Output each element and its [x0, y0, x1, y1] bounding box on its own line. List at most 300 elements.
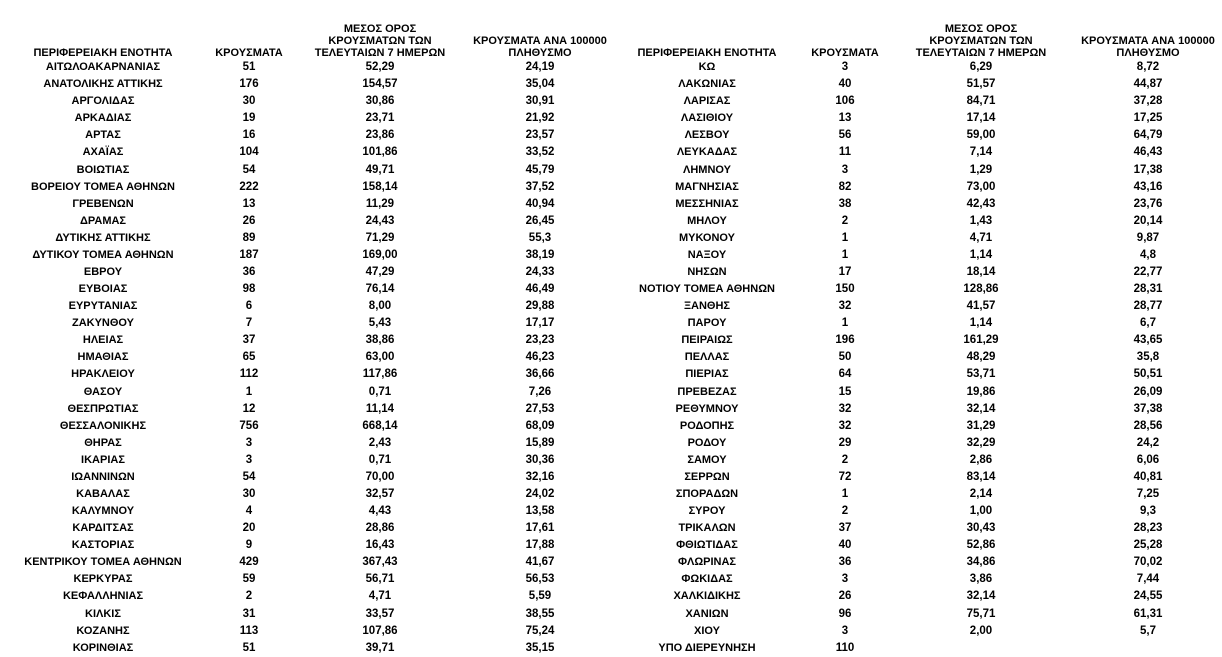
avg7-cell: 83,14: [966, 470, 996, 483]
table-row: [0, 247, 612, 264]
table-row: [0, 110, 612, 127]
per100k-cell: 7,44: [1136, 573, 1160, 586]
table-row: [612, 230, 1222, 247]
avg7-cell: 117,86: [362, 368, 398, 381]
cases-cell: 38: [838, 197, 852, 210]
cases-cell: 29: [838, 436, 852, 449]
cases-cell: 72: [838, 470, 852, 483]
region-cell: ΙΩΑΝΝΙΝΩΝ: [71, 470, 135, 483]
table-row: [0, 161, 612, 178]
column-header-per100k-line2: ΠΛΗΘΥΣΜΟ: [1116, 47, 1180, 59]
right-cases-table: [612, 0, 1222, 657]
table-row: [0, 640, 612, 657]
per100k-cell: 23,76: [1133, 197, 1163, 210]
header-row: [612, 0, 1222, 59]
table-row: [612, 281, 1222, 298]
table-row: [0, 213, 612, 230]
region-cell: ΛΑΣΙΘΙΟΥ: [680, 112, 734, 125]
avg7-cell: 42,43: [966, 197, 996, 210]
region-cell: ΦΘΙΩΤΙΔΑΣ: [676, 539, 738, 552]
table-row: [0, 383, 612, 400]
avg7-cell: 28,86: [365, 522, 395, 535]
table-row: [612, 520, 1222, 537]
per100k-cell: 17,25: [1133, 112, 1163, 125]
region-cell: ΑΡΚΑΔΙΑΣ: [74, 112, 132, 125]
cases-cell: 104: [239, 146, 259, 159]
table-row: [0, 469, 612, 486]
avg7-cell: 30,43: [966, 522, 996, 535]
avg7-cell: 84,71: [966, 95, 996, 108]
table-row: [0, 452, 612, 469]
cases-cell: 3: [841, 573, 849, 586]
cases-cell: 17: [838, 265, 852, 278]
cases-cell: 32: [838, 300, 852, 313]
table-row: [612, 503, 1222, 520]
table-row: [0, 144, 612, 161]
per100k-cell: 35,15: [525, 641, 555, 654]
avg7-cell: 41,57: [966, 300, 996, 313]
per100k-cell: 33,52: [525, 146, 555, 159]
region-cell: ΝΟΤΙΟΥ ΤΟΜΕΑ ΑΘΗΝΩΝ: [639, 283, 775, 296]
avg7-cell: 0,71: [368, 453, 392, 466]
cases-cell: 12: [242, 402, 256, 415]
cases-cell: 56: [838, 129, 852, 142]
table-row: [0, 298, 612, 315]
per100k-cell: 25,28: [1133, 539, 1163, 552]
cases-cell: 150: [835, 283, 855, 296]
cases-cell: 40: [838, 78, 852, 91]
region-cell: ΓΡΕΒΕΝΩΝ: [72, 197, 134, 210]
region-cell: ΒΟΙΩΤΙΑΣ: [76, 163, 130, 176]
cases-cell: 2: [841, 214, 849, 227]
cases-cell: 1: [841, 317, 849, 330]
avg7-cell: 16,43: [365, 539, 395, 552]
region-cell: ΖΑΚΥΝΘΟΥ: [71, 317, 135, 330]
avg7-cell: 7,14: [969, 146, 993, 159]
table-row: [612, 418, 1222, 435]
avg7-cell: 1,43: [969, 214, 993, 227]
avg7-cell: 32,14: [966, 402, 996, 415]
region-cell: ΣΠΟΡΑΔΩΝ: [675, 487, 739, 500]
per100k-cell: 38,55: [525, 607, 555, 620]
column-header-avg7: [292, 0, 468, 59]
region-cell: ΑΙΤΩΛΟΑΚΑΡΝΑΝΙΑΣ: [45, 61, 161, 74]
cases-cell: 6: [245, 300, 253, 313]
avg7-cell: 1,00: [969, 505, 993, 518]
region-cell: ΗΛΕΙΑΣ: [82, 334, 124, 347]
table-row: [0, 418, 612, 435]
region-cell: ΜΗΛΟΥ: [687, 214, 727, 227]
column-header-avg7-line2: ΚΡΟΥΣΜΑΤΩΝ ΤΩΝ: [328, 35, 432, 47]
cases-cell: 7: [245, 317, 253, 330]
per100k-cell: 6,06: [1136, 453, 1160, 466]
cases-cell: 98: [242, 283, 256, 296]
region-cell: ΧΑΝΙΩΝ: [685, 607, 729, 620]
avg7-cell: 4,43: [368, 505, 392, 518]
table-row: [0, 588, 612, 605]
per100k-cell: 46,49: [525, 283, 555, 296]
region-cell: ΦΩΚΙΔΑΣ: [681, 573, 733, 586]
cases-cell: 429: [239, 556, 259, 569]
region-cell: ΒΟΡΕΙΟΥ ΤΟΜΕΑ ΑΘΗΝΩΝ: [31, 180, 175, 193]
table-row: [0, 76, 612, 93]
avg7-cell: 4,71: [368, 590, 392, 603]
avg7-cell: 11,29: [365, 197, 395, 210]
avg7-cell: 11,14: [365, 402, 395, 415]
region-cell: ΜΕΣΣΗΝΙΑΣ: [675, 197, 739, 210]
cases-cell: 51: [242, 641, 256, 654]
cases-cell: 65: [242, 351, 256, 364]
avg7-cell: 31,29: [966, 419, 996, 432]
avg7-cell: 101,86: [362, 146, 398, 159]
column-header-avg7-line3: ΤΕΛΕΥΤΑΙΩΝ 7 ΗΜΕΡΩΝ: [314, 47, 446, 59]
avg7-cell: 52,29: [365, 61, 395, 74]
region-cell: ΑΝΑΤΟΛΙΚΗΣ ΑΤΤΙΚΗΣ: [43, 78, 163, 91]
region-cell: ΕΥΒΟΙΑΣ: [78, 283, 128, 296]
column-header-per100k-line2: ΠΛΗΘΥΣΜΟ: [508, 47, 572, 59]
region-cell: ΠΙΕΡΙΑΣ: [685, 368, 729, 381]
cases-cell: 13: [838, 112, 852, 125]
column-header-avg7-line3: ΤΕΛΕΥΤΑΙΩΝ 7 ΗΜΕΡΩΝ: [915, 47, 1047, 59]
cases-cell: 196: [835, 334, 855, 347]
region-cell: ΚΑΡΔΙΤΣΑΣ: [72, 522, 134, 535]
per100k-cell: 68,09: [525, 419, 555, 432]
column-header-per100k: [468, 0, 612, 59]
table-row: [0, 571, 612, 588]
region-cell: ΛΗΜΝΟΥ: [683, 163, 731, 176]
table-row: [612, 315, 1222, 332]
avg7-cell: 75,71: [966, 607, 996, 620]
avg7-cell: 2,14: [969, 487, 993, 500]
cases-cell: 36: [242, 265, 256, 278]
cases-cell: 82: [838, 180, 852, 193]
right-table-panel: [612, 0, 1222, 657]
region-cell: ΑΧΑΪΑΣ: [82, 146, 124, 159]
avg7-cell: 76,14: [365, 283, 395, 296]
table-row: [0, 401, 612, 418]
avg7-cell: 39,71: [365, 641, 395, 654]
per100k-cell: 32,16: [525, 470, 555, 483]
region-cell: ΘΕΣΣΑΛΟΝΙΚΗΣ: [59, 419, 147, 432]
table-row: [0, 179, 612, 196]
table-row: [612, 640, 1222, 657]
avg7-cell: 1,29: [969, 163, 993, 176]
per100k-cell: 23,57: [525, 129, 555, 142]
table-row: [612, 179, 1222, 196]
region-cell: ΕΒΡΟΥ: [83, 265, 123, 278]
table-row: [612, 588, 1222, 605]
table-row: [612, 110, 1222, 127]
cases-cell: 756: [239, 419, 259, 432]
per100k-cell: 26,09: [1133, 385, 1163, 398]
cases-cell: 59: [242, 573, 256, 586]
table-row: [612, 264, 1222, 281]
per100k-cell: 6,7: [1140, 317, 1156, 330]
table-row: [0, 93, 612, 110]
avg7-cell: 73,00: [966, 180, 996, 193]
cases-cell: 16: [242, 129, 256, 142]
table-row: [612, 571, 1222, 588]
avg7-cell: 154,57: [362, 78, 398, 91]
per100k-cell: 50,51: [1133, 368, 1163, 381]
region-cell: ΕΥΡΥΤΑΝΙΑΣ: [68, 300, 138, 313]
table-row: [0, 520, 612, 537]
region-cell: ΦΛΩΡΙΝΑΣ: [677, 556, 737, 569]
region-cell: ΛΑΚΩΝΙΑΣ: [678, 78, 736, 91]
per100k-cell: 38,19: [525, 248, 555, 261]
right-table-body: [612, 59, 1222, 657]
per100k-cell: 35,8: [1136, 351, 1160, 364]
avg7-cell: 56,71: [365, 573, 395, 586]
per100k-cell: 30,91: [525, 95, 555, 108]
cases-cell: 20: [242, 522, 256, 535]
per100k-cell: 37,38: [1133, 402, 1163, 415]
avg7-cell: 70,00: [365, 470, 395, 483]
region-cell: ΝΑΞΟΥ: [687, 248, 727, 261]
cases-cell: 19: [242, 112, 256, 125]
region-cell: ΣΕΡΡΩΝ: [684, 470, 730, 483]
table-row: [612, 213, 1222, 230]
avg7-cell: 38,86: [365, 334, 395, 347]
cases-cell: 30: [242, 95, 256, 108]
cases-cell: 37: [838, 522, 852, 535]
cases-cell: 1: [841, 248, 849, 261]
table-row: [612, 366, 1222, 383]
cases-cell: 30: [242, 487, 256, 500]
cases-cell: 110: [835, 641, 855, 654]
region-cell: ΚΕΡΚΥΡΑΣ: [73, 573, 133, 586]
region-cell: ΜΑΓΝΗΣΙΑΣ: [675, 180, 739, 193]
per100k-cell: 17,88: [525, 539, 555, 552]
avg7-cell: 34,86: [966, 556, 996, 569]
per100k-cell: 5,7: [1140, 624, 1156, 637]
avg7-cell: 1,14: [969, 317, 993, 330]
per100k-cell: 43,65: [1133, 334, 1163, 347]
table-row: [0, 486, 612, 503]
cases-cell: 13: [242, 197, 256, 210]
table-row: [612, 196, 1222, 213]
per100k-cell: 17,61: [525, 522, 555, 535]
column-header-cases: ΚΡΟΥΣΜΑΤΑ: [811, 47, 879, 59]
table-row: [612, 469, 1222, 486]
cases-cell: 2: [841, 453, 849, 466]
region-cell: ΚΟΖΑΝΗΣ: [76, 624, 130, 637]
avg7-cell: 30,86: [365, 95, 395, 108]
avg7-cell: 17,14: [966, 112, 996, 125]
avg7-cell: 107,86: [362, 624, 398, 637]
table-row: [0, 554, 612, 571]
column-header-per100k-line1: ΚΡΟΥΣΜΑΤΑ ΑΝΑ 100000: [1081, 35, 1215, 47]
table-row: [612, 161, 1222, 178]
region-cell: ΑΡΓΟΛΙΔΑΣ: [71, 95, 135, 108]
avg7-cell: 2,00: [969, 624, 993, 637]
region-cell: ΗΜΑΘΙΑΣ: [77, 351, 129, 364]
per100k-cell: 41,67: [525, 556, 555, 569]
per100k-cell: 40,94: [525, 197, 555, 210]
cases-cell: 4: [245, 505, 253, 518]
table-row: [612, 332, 1222, 349]
table-row: [0, 264, 612, 281]
cases-cell: 1: [245, 385, 253, 398]
cases-cell: 112: [239, 368, 259, 381]
region-cell: ΗΡΑΚΛΕΙΟΥ: [71, 368, 135, 381]
region-cell: ΠΕΙΡΑΙΩΣ: [681, 334, 733, 347]
cases-cell: 1: [841, 231, 849, 244]
avg7-cell: 4,71: [969, 231, 993, 244]
cases-cell: 11: [838, 146, 852, 159]
per100k-cell: 23,23: [525, 334, 555, 347]
table-row: [0, 315, 612, 332]
cases-cell: 54: [242, 470, 256, 483]
per100k-cell: 17,17: [525, 317, 555, 330]
per100k-cell: 7,26: [528, 385, 552, 398]
cases-cell: 15: [838, 385, 852, 398]
per100k-cell: 28,31: [1133, 283, 1163, 296]
per100k-cell: 26,45: [525, 214, 555, 227]
region-cell: ΑΡΤΑΣ: [85, 129, 121, 142]
region-cell: ΝΗΣΩΝ: [687, 265, 727, 278]
avg7-cell: 32,57: [365, 487, 395, 500]
region-cell: ΠΕΛΛΑΣ: [684, 351, 730, 364]
table-row: [612, 554, 1222, 571]
region-cell: ΔΥΤΙΚΟΥ ΤΟΜΕΑ ΑΘΗΝΩΝ: [32, 248, 174, 261]
cases-cell: 64: [838, 368, 852, 381]
cases-cell: 50: [838, 351, 852, 364]
per100k-cell: 35,04: [525, 78, 555, 91]
per100k-cell: 20,14: [1133, 214, 1163, 227]
avg7-cell: 18,14: [966, 265, 996, 278]
cases-cell: 9: [245, 539, 253, 552]
cases-cell: 54: [242, 163, 256, 176]
per100k-cell: 15,89: [525, 436, 555, 449]
region-cell: ΧΑΛΚΙΔΙΚΗΣ: [673, 590, 741, 603]
region-cell: ΘΗΡΑΣ: [84, 436, 122, 449]
avg7-cell: 169,00: [362, 248, 398, 261]
per100k-cell: 36,66: [525, 368, 555, 381]
per100k-cell: 9,3: [1140, 505, 1156, 518]
cases-cell: 32: [838, 402, 852, 415]
avg7-cell: [888, 640, 1074, 657]
per100k-cell: 30,36: [525, 453, 555, 466]
cases-cell: 3: [245, 453, 253, 466]
per100k-cell: 28,56: [1133, 419, 1163, 432]
per100k-cell: 17,38: [1133, 163, 1163, 176]
per100k-cell: 24,33: [525, 265, 555, 278]
region-cell: ΤΡΙΚΑΛΩΝ: [678, 522, 736, 535]
table-row: [0, 230, 612, 247]
per100k-cell: 21,92: [525, 112, 555, 125]
cases-cell: 32: [838, 419, 852, 432]
per100k-cell: 64,79: [1133, 129, 1163, 142]
table-row: [0, 196, 612, 213]
region-cell: ΠΑΡΟΥ: [687, 317, 727, 330]
per100k-cell: 8,72: [1136, 61, 1160, 74]
avg7-cell: 48,29: [966, 351, 996, 364]
cases-cell: 37: [242, 334, 256, 347]
region-cell: ΡΕΘΥΜΝΟΥ: [675, 402, 739, 415]
per100k-cell: 28,23: [1133, 522, 1163, 535]
table-row: [0, 537, 612, 554]
avg7-cell: 47,29: [365, 265, 395, 278]
per100k-cell: 55,3: [528, 231, 552, 244]
per100k-cell: 40,81: [1133, 470, 1163, 483]
region-cell: ΚΩ: [698, 61, 716, 74]
table-row: [0, 435, 612, 452]
avg7-cell: 24,43: [365, 214, 395, 227]
table-row: [612, 247, 1222, 264]
region-cell: ΠΡΕΒΕΖΑΣ: [677, 385, 737, 398]
region-cell: ΚΟΡΙΝΘΙΑΣ: [72, 641, 134, 654]
table-row: [612, 401, 1222, 418]
per100k-cell: 46,23: [525, 351, 555, 364]
per100k-cell: 45,79: [525, 163, 555, 176]
table-row: [0, 281, 612, 298]
cases-cell: 3: [841, 624, 849, 637]
cases-cell: 187: [239, 248, 259, 261]
cases-cell: 36: [838, 556, 852, 569]
cases-cell: 3: [245, 436, 253, 449]
per100k-cell: 61,31: [1133, 607, 1163, 620]
table-row: [0, 127, 612, 144]
table-row: [612, 298, 1222, 315]
per100k-cell: 29,88: [525, 300, 555, 313]
avg7-cell: 33,57: [365, 607, 395, 620]
region-cell: ΛΑΡΙΣΑΣ: [683, 95, 731, 108]
region-cell: ΚΕΝΤΡΙΚΟΥ ΤΟΜΕΑ ΑΘΗΝΩΝ: [24, 556, 182, 569]
avg7-cell: 51,57: [966, 78, 996, 91]
per100k-cell: 24,19: [525, 61, 555, 74]
table-row: [612, 93, 1222, 110]
per100k-cell: 22,77: [1133, 265, 1163, 278]
column-header-region: ΠΕΡΙΦΕΡΕΙΑΚΗ ΕΝΟΤΗΤΑ: [637, 47, 777, 59]
cases-cell: 2: [841, 505, 849, 518]
per100k-cell: 27,53: [525, 402, 555, 415]
table-row: [612, 435, 1222, 452]
cases-cell: 26: [838, 590, 852, 603]
per100k-cell: 28,77: [1133, 300, 1163, 313]
table-row: [0, 503, 612, 520]
region-cell: ΚΑΒΑΛΑΣ: [76, 487, 130, 500]
avg7-cell: 49,71: [365, 163, 395, 176]
avg7-cell: 59,00: [966, 129, 996, 142]
cases-cell: 106: [835, 95, 855, 108]
region-cell: ΘΑΣΟΥ: [83, 385, 123, 398]
region-cell: ΚΑΛΥΜΝΟΥ: [71, 505, 135, 518]
avg7-cell: 32,14: [966, 590, 996, 603]
table-row: [612, 606, 1222, 623]
region-cell: ΣΑΜΟΥ: [687, 453, 727, 466]
avg7-cell: 53,71: [966, 368, 996, 381]
cases-cell: 31: [242, 607, 256, 620]
table-row: [612, 349, 1222, 366]
per100k-cell: 46,43: [1133, 146, 1163, 159]
avg7-cell: 6,29: [969, 61, 993, 74]
per100k-cell: 13,58: [525, 505, 555, 518]
cases-cell: 113: [239, 624, 259, 637]
region-cell: ΚΙΛΚΙΣ: [85, 607, 121, 620]
region-cell: ΜΥΚΟΝΟΥ: [678, 231, 736, 244]
cases-cell: 222: [239, 180, 259, 193]
cases-cell: 96: [838, 607, 852, 620]
cases-cell: 3: [841, 163, 849, 176]
avg7-cell: 161,29: [963, 334, 999, 347]
column-header-region: ΠΕΡΙΦΕΡΕΙΑΚΗ ΕΝΟΤΗΤΑ: [33, 47, 173, 59]
table-row: [612, 537, 1222, 554]
cases-cell: 51: [242, 61, 256, 74]
cases-cell: 3: [841, 61, 849, 74]
per100k-cell: 4,8: [1140, 248, 1156, 261]
cases-cell: 40: [838, 539, 852, 552]
